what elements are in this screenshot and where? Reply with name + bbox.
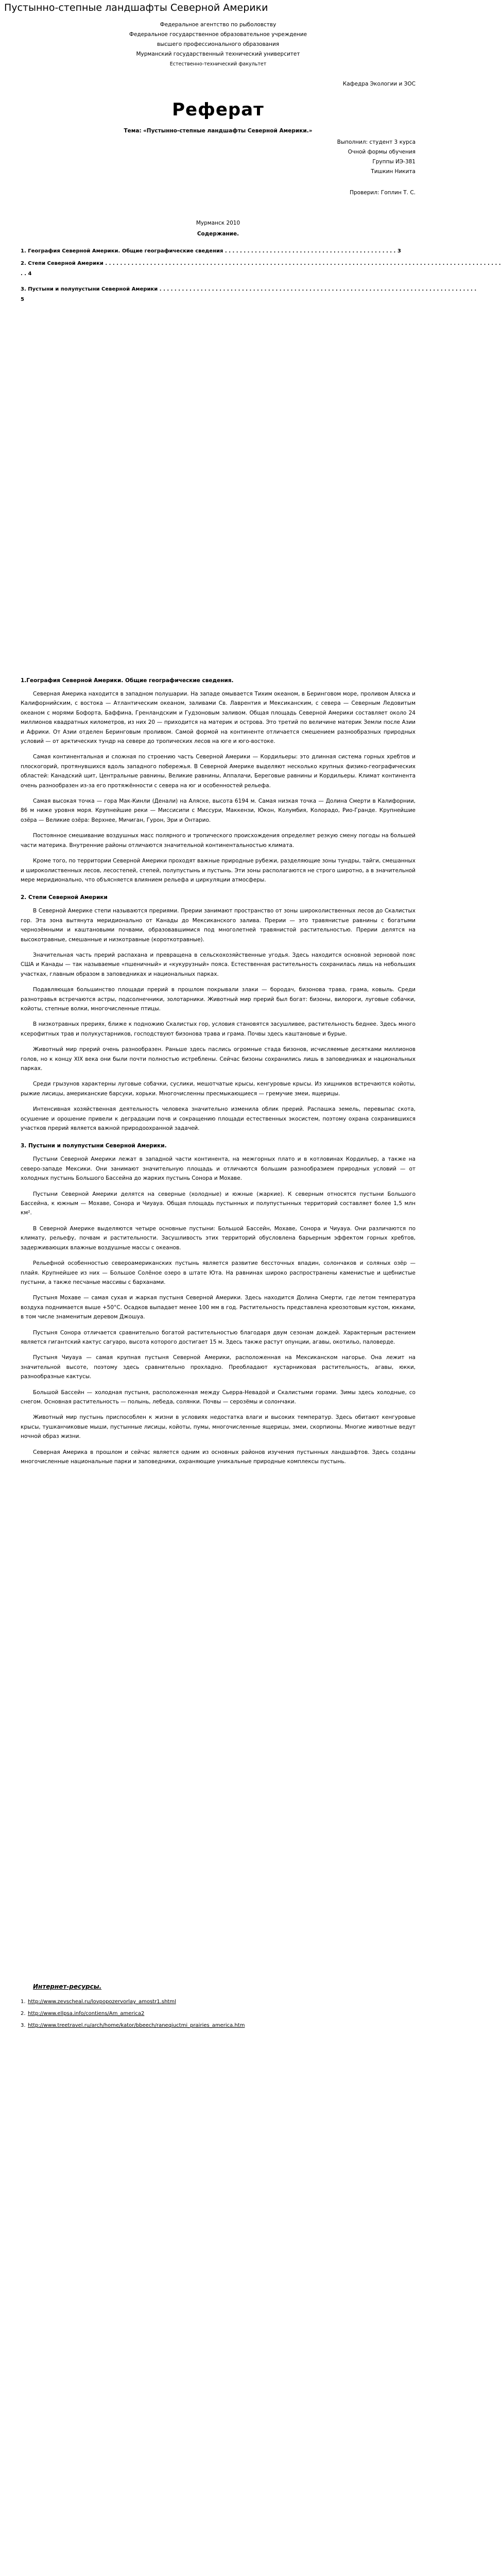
section-heading: 2. Степи Северной Америки [21, 894, 108, 901]
author-line: Выполнил: студент 3 курса [337, 139, 416, 145]
author-block [21, 138, 416, 177]
section-1 [21, 676, 416, 885]
paragraph: Животный мир прерий очень разнообразен. Раньше здесь паслись огромные стада бизонов, исчисляемые десятками миллионов голов, но к концу XIX века они были почти полностью истреблены. Сейчас бизоны сохранились лишь в заповедниках и национальных парках. [21, 1046, 416, 1072]
toc-item-dots: . . . . . . . . . . . . . . . . . . . . . . . . . . . . . . . . . . . . . . . . . . . . . . . . . . . . . . . . . . . . . . . . . . . . . . . . . . . . . . . . . . . . . [158, 286, 477, 292]
toc-item[interactable] [21, 246, 416, 257]
source-item [21, 2020, 416, 2031]
paragraph: Самая континентальная и сложная по строению часть Северной Америки — Кордильеры: это длинная система горных хребтов и плоскогорий, протянувшихся вдоль западного побережья. В Северной Америке выделяют несколько крупных физико-географических областей: Канадский щит, Центральные равнины, Великие равнины, Аппалачи, Береговые равнины и Кордильеры. Климат континента очень разнообразен из-за его протяжённости с севера на юг и особенностей рельефа. [21, 754, 416, 789]
toc-item-page: 3 [397, 248, 401, 254]
toc-title: Содержание. [197, 231, 239, 237]
paragraph: Рельефной особенностью североамериканских пустынь является развитие бессточных впадин, солончаков и соляных озёр — плайя. Крупнейшее из них — Большое Солёное озеро в штате Юта. На равнинах широко распространены каменистые и щебнистые пустыни, а также песчаные массивы с барханами. [21, 1260, 416, 1285]
paragraph: Большой Бассейн — холодная пустыня, расположенная между Сьерра-Невадой и Скалистыми горами. Зимы здесь холодные, со снегом. Основная растительность — полынь, лебеда, солянки. Почвы — серозёмы и солончаки. [21, 1389, 416, 1405]
paragraph: Северная Америка находится в западном полушарии. На западе омывается Тихим океаном, в Беринговом море, проливом Аляска и Калифорнийским, с востока — Атлантическим океаном, заливами Св. Лаврентия и Мексиканским, с севера — Северным Ледовитым океаном с морями Бофорта, Баффина, Гренландским и Гудзоновым заливом. Общая площадь Северной Америки составляет около 24 миллионов квадратных километров, из них 20 — приходится на материк и острова. Это третий по величине материк Земли после Азии и Африки. От Азии отделен Беринговым проливом. Самой формой на континенте отличается смешением разнообразных природных условий — от арктических тундр на севере до тропических лесов на юге и юго-востоке. [21, 691, 416, 745]
paragraph: Кроме того, по территории Северной Америки проходят важные природные рубежи, разделяющие зоны тундры, тайги, смешанных и широколиственных лесов, лесостепей, степей, полупустынь и пустынь. Эти зоны располагаются не строго широтно, а в значительной мере меридионально, что объясняется влиянием рельефа и циркуляции атмосферы. [21, 858, 416, 883]
sources-section [21, 1981, 416, 2031]
source-number: 2. [21, 2011, 26, 2017]
section-3 [21, 1141, 416, 1466]
source-link[interactable]: http://www.ellpsa.info/contiens/Am_america2 [28, 2011, 145, 2017]
paragraph: В низкотравных прериях, ближе к подножию Скалистых гор, условия становятся засушливее, растительность беднее. Здесь много ксерофитных трав и полукустарников, господствуют бизонова трава и грама. Почвы здесь каштановые и бурые. [21, 1021, 416, 1037]
city-year-line: Мурманск 2010 [196, 220, 240, 226]
source-number: 3. [21, 2023, 26, 2029]
section-2 [21, 893, 416, 1133]
paragraph: Пустыня Чиуауа — самая крупная пустыня Северной Америки, расположенная на Мексиканском нагорье. Она лежит на значительной высоте, поэтому здесь сравнительно прохладно. Преобладают кустарниковая растительность, агавы, юкки, разнообразные кактусы. [21, 1354, 416, 1380]
institution-line: Федеральное государственное образовательное учреждение [129, 31, 307, 38]
paragraph: Подавляющая большинство площади прерий в прошлом покрывали злаки — бородач, бизонова трава, грама, ковыль. Среди разнотравья встречаются астры, подсолнечники, золотарники. Животный мир прерий был богат: бизоны, вилороги, луговые собачки, койоты, степные волки, многочисленные птицы. [21, 987, 416, 1012]
author-line: Очной формы обучения [348, 149, 416, 155]
topic-text: «Пустынно-степные ландшафты Северной Америки.» [143, 128, 313, 134]
institution-line: Федеральное агентство по рыболовству [160, 22, 277, 28]
department-line: Кафедра Экологии и ЗОС [342, 81, 416, 87]
section-heading: 1.География Северной Америки. Общие географические сведения. [21, 677, 234, 684]
checked-by-line: Проверил: Гоплин Т. С. [350, 190, 416, 196]
institution-block [21, 20, 416, 69]
toc-item-dots: . . . . . . . . . . . . . . . . . . . . . . . . . . . . . . . . . . . . . . . . . . . . . . [223, 248, 396, 254]
toc-item-text: 3. Пустыни и полупустыни Северной Америки [21, 286, 158, 292]
toc-item-dots: . . . . . . . . . . . . . . . . . . . . . . . . . . . . . . . . . . . . . . . . . . . . . . . . . . . . . . . . . . . . . . . . . . . . . . . . . . . . . . . . . . . . . . . . . . . . . . . . . . . . . . . . . . [103, 261, 501, 266]
paragraph: Среди грызунов характерны луговые собачки, суслики, мешотчатые крысы, кенгуровые крысы. Из хищников встречаются койоты, рыжие лисицы, американские барсуки, хорьки. Многочисленны пресмыкающиеся — гремучие змеи, ящерицы. [21, 1081, 416, 1097]
source-number: 1. [21, 1999, 26, 2005]
paragraph: Самая высокая точка — гора Мак-Кинли (Денали) на Аляске, высота 6194 м. Самая низкая точка — Долина Смерти в Калифорнии, 86 м ниже уровня моря. Крупнейшие реки — Миссисипи с Миссури, Маккензи, Юкон, Колумбия, Колорадо, Рио-Гранде. Крупнейшие озёра — Великие озёра: Верхнее, Мичиган, Гурон, Эри и Онтарио. [21, 798, 416, 823]
section-heading: 3. Пустыни и полупустыни Северной Америки. [21, 1143, 167, 1149]
document-type-heading: Реферат [172, 99, 264, 120]
toc-item-text: 1. География Северной Америки. Общие географические сведения [21, 248, 223, 254]
source-link[interactable]: http://www.treetravel.ru/arch/home/kator/bbeech/raneqiuctmi_prairies_america.htm [28, 2023, 245, 2029]
paragraph: Пустыня Мохаве — самая сухая и жаркая пустыня Северной Америки. Здесь находится Долина Смерти, где летом температура воздуха поднимается выше +50°C. Осадков выпадает менее 100 мм в год. Растительность представлена креозотовым кустом, юкками, в том числе знаменитым деревом Джошуа. [21, 1295, 416, 1320]
source-item [21, 1996, 416, 2008]
paragraph: Пустыни Северной Америки делятся на северные (холодные) и южные (жаркие). К северным относятся пустыни Большого Бассейна, к южным — Мохаве, Сонора и Чиуауа. Общая площадь пустынных и полупустынных территорий составляет более 1,5 млн км². [21, 1191, 416, 1216]
topic-label: Тема: [124, 128, 142, 134]
institution-line: высшего профессионального образования [157, 41, 280, 47]
toc-item-page-continued [21, 269, 416, 279]
author-line: Группы ИЭ-381 [372, 159, 416, 165]
sources-heading: Интернет-ресурсы. [33, 1983, 102, 1991]
toc-item[interactable] [21, 284, 477, 295]
table-of-contents [21, 246, 501, 305]
toc-item[interactable] [21, 259, 501, 269]
paragraph: Значительная часть прерий распахана и превращена в сельскохозяйственные угодья. Здесь находится основной зерновой пояс США и Канады — так называемые «пшеничный» и «кукурузный» пояса. Естественная растительность сохранилась лишь на небольших участках, главным образом в заповедниках и национальных парках. [21, 952, 416, 977]
paragraph: В Северной Америке выделяются четыре основные пустыни: Большой Бассейн, Мохаве, Сонора и Чиуауа. Они различаются по климату, рельефу, почвам и растительности. Засушливость этих территорий обусловлена барьерным эффектом горных хребтов, задерживающих влажные воздушные массы с океанов. [21, 1225, 416, 1251]
paragraph: Постоянное смешивание воздушных масс полярного и тропического происхождения определяет резкую смену погоды на большей части материка. Внутренние районы отличаются значительной континентальностью климата. [21, 833, 416, 849]
paragraph: Пустыни Северной Америки лежат в западной части континента, на межгорных плато и в котловинах Кордильер, а также на северо-западе Мексики. Они занимают значительную площадь и отличаются большим разнообразием природных условий — от холодных пустынь Большого Бассейна до жарких пустынь Сонора и Мохаве. [21, 1156, 416, 1182]
toc-item-page: 5 [21, 297, 24, 302]
author-line: Тишкин Никита [371, 168, 416, 175]
source-link[interactable]: http://www.zevscheal.ru/lovpopozervorlay_amostr1.shtml [28, 1999, 176, 2005]
paragraph: Северная Америка в прошлом и сейчас является одним из основных районов изучения пустынных ландшафтов. Здесь созданы многочисленные национальные парки и заповедники, охраняющие уникальные природные комплексы пустынь. [21, 1449, 416, 1465]
paragraph: Интенсивная хозяйственная деятельность человека значительно изменила облик прерий. Распашка земель, перевыпас скота, осушение и орошение привели к деградации почв и сокращению площади естественных экосистем, поэтому охрана сохранившихся участков прерий является важной природоохранной задачей. [21, 1106, 416, 1132]
faculty-line: Естественно-технический факультет [169, 61, 267, 67]
source-item [21, 2008, 416, 2020]
document-title-bar: Пустынно-степные ландшафты Северной Америки [4, 2, 268, 13]
toc-item-text: 2. Степи Северной Америки [21, 261, 103, 266]
toc-item-page: . . 4 [21, 271, 32, 277]
paragraph: Животный мир пустынь приспособлен к жизни в условиях недостатка влаги и высоких температур. Здесь обитают кенгуровые крысы, тушканчиковые мыши, пустынные лисицы, койоты, пумы, многочисленные ящерицы, змеи, скорпионы. Многие животные ведут ночной образ жизни. [21, 1414, 416, 1440]
paragraph: В Северной Америке степи называются прериями. Прерии занимают пространство от зоны широколиственных лесов до Скалистых гор. Эта зона вытянута меридионально от Канады до Мексиканского залива. Прерии — это травянистые равнины с богатыми чернозёмными и каштановыми почвами, образовавшимися под многолетней травянистой растительностью. Прерии делятся на высокотравные, смешанные и низкотравные (короткотравные). [21, 908, 416, 943]
topic-line [21, 126, 416, 135]
document-body [21, 18, 501, 2576]
paragraph: Пустыня Сонора отличается сравнительно богатой растительностью благодаря двум сезонам дождей. Характерным растением является гигантский кактус сагуаро, высота которого достигает 15 м. Здесь также растут опунции, агавы, окотильо, паловерде. [21, 1329, 416, 1345]
toc-item-page-continued [21, 295, 416, 305]
institution-line: Мурманский государственный технический университет [136, 51, 300, 57]
